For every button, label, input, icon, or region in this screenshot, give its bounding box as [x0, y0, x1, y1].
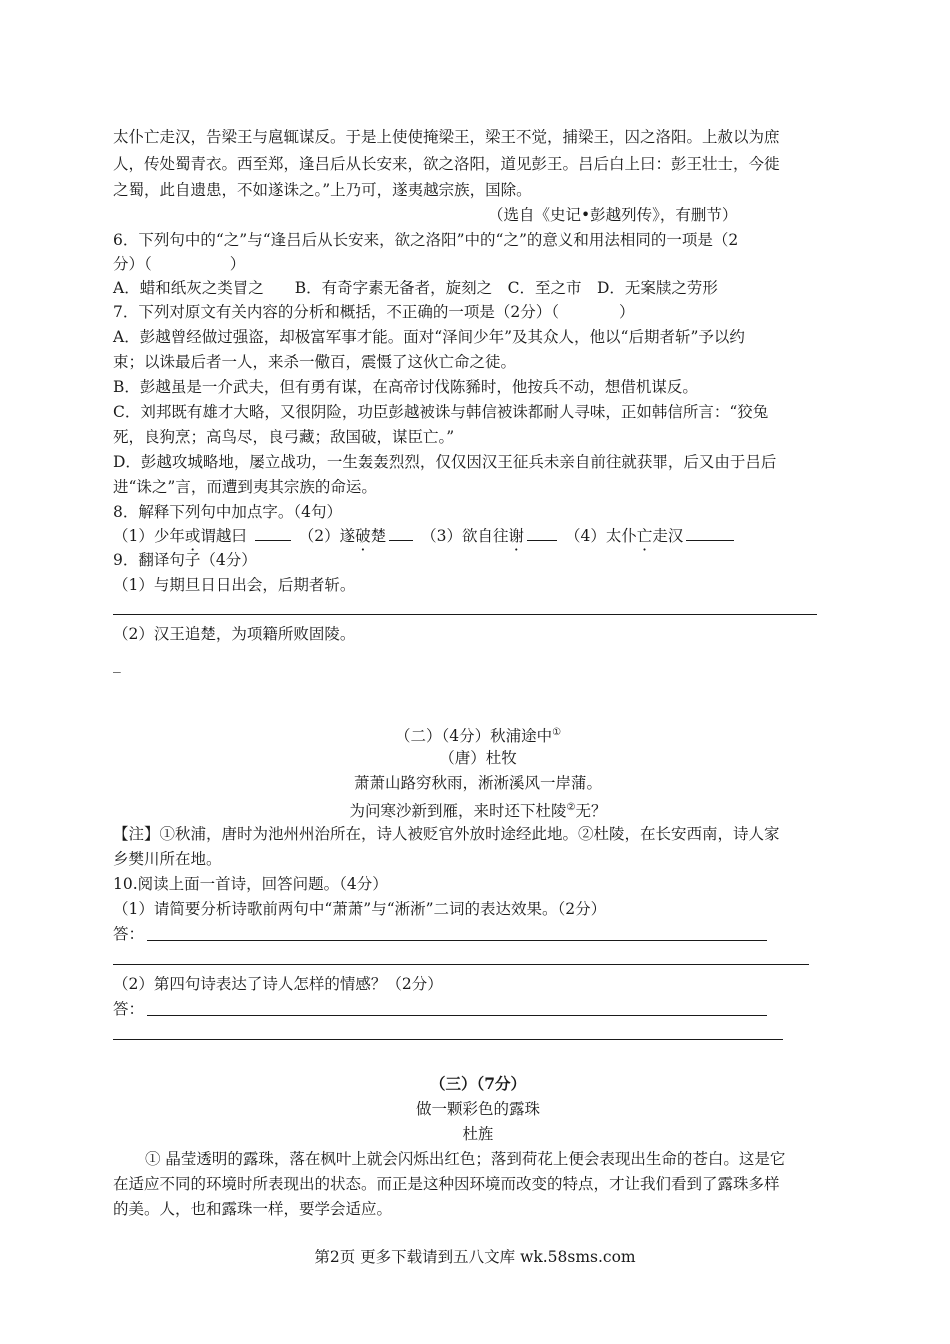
- question-7-stem: 7．下列对原文有关内容的分析和概括，不正确的一项是（2分）（ ）: [113, 303, 635, 321]
- answer-blank[interactable]: [389, 526, 413, 541]
- poem-line-2: 为问寒沙新到雁，来时还下杜陵②无？: [349, 802, 607, 821]
- answer-line[interactable]: [113, 964, 809, 965]
- question-7-option-b: B．彭越虽是一介武夫，但有勇有谋，在高帝讨伐陈豨时，他按兵不动，想借机谋反。: [113, 378, 698, 396]
- question-10-sub-2: （2）第四句诗表达了诗人怎样的情感？（2分）: [113, 975, 443, 993]
- question-7-option-a: A．彭越曾经做过强盗，却极富军事才能。面对“泽间少年”及其众人，他以“后期者斩”予以约: [113, 328, 745, 346]
- question-10-sub-1: （1）请简要分析诗歌前两句中“萧萧”与“淅淅”二词的表达效果。（2分）: [113, 900, 607, 918]
- question-9-sentence-2: （2）汉王追楚，为项籍所败固陵。: [113, 625, 356, 643]
- question-8-stem: 8．解释下列句中加点字。（4句）: [113, 503, 342, 521]
- question-10-stem: 10.阅读上面一首诗，回答问题。（4分）: [113, 875, 388, 893]
- answer-line[interactable]: [147, 1015, 767, 1016]
- question-8-items: （1）少年或谓越曰 （2）遂破楚 （3）欲自往谢 （4）太仆亡走汉: [113, 524, 737, 548]
- answer-line[interactable]: [113, 1039, 783, 1040]
- question-9-sentence-1: （1）与期旦日日出会，后期者斩。: [113, 576, 356, 594]
- answer-label: 答：: [113, 925, 145, 943]
- question-6-stem-cont: 分）（ ）: [113, 255, 246, 273]
- question-9-stem: 9．翻译句子（4分）: [113, 551, 257, 569]
- article-paragraph-cont: 的美。人，也和露珠一样，要学会适应。: [113, 1200, 393, 1218]
- answer-line[interactable]: [147, 940, 767, 941]
- answer-blank[interactable]: [255, 526, 291, 541]
- answer-blank[interactable]: [527, 526, 557, 541]
- poem-heading: （二）（4分）秋浦途中①: [394, 727, 562, 746]
- answer-label: 答：: [113, 1000, 145, 1018]
- question-7-option-c-cont: 死，良狗烹；高鸟尽，良弓藏；敌国破，谋臣亡。”: [113, 428, 455, 446]
- poem-author: （唐）杜牧: [439, 749, 517, 767]
- answer-line[interactable]: [113, 614, 817, 615]
- part-3-heading: （三）（7分）: [429, 1074, 527, 1093]
- question-7-option-d: D．彭越攻城略地，屡立战功，一生轰轰烈烈，仅仅因汉王征兵未亲自前往就获罪，后又由于吕后: [113, 453, 777, 471]
- question-7-option-c: C．刘邦既有雄才大略，又很阴险，功臣彭越被诛与韩信被诛都耐人寻味，正如韩信所言：“狡兔: [113, 403, 769, 421]
- question-7-option-d-cont: 进“诛之”言，而遭到夷其宗族的命运。: [113, 478, 377, 496]
- poem-note: 【注】①秋浦，唐时为池州州治所在，诗人被贬官外放时途经此地。②杜陵，在长安西南，诗人家: [113, 825, 780, 843]
- poem-note-cont: 乡樊川所在地。: [113, 850, 222, 868]
- question-7-option-a-cont: 束；以诛最后者一人，来杀一儆百，震慑了这伙亡命之徒。: [113, 353, 517, 371]
- poem-line-1: 萧萧山路穷秋雨，淅淅溪风一岸蒲。: [353, 774, 602, 792]
- passage-source: （选自《史记•彭越列传》，有删节）: [488, 206, 738, 224]
- answer-line-stub: _: [113, 655, 121, 673]
- article-paragraph-cont: 在适应不同的环境时所表现出的状态。而正是这种因环境而改变的特点，才让我们看到了露珠多样: [113, 1175, 780, 1193]
- article-author: 杜旌: [462, 1125, 494, 1143]
- article-paragraph: ① 晶莹透明的露珠，落在枫叶上就会闪烁出红色；落到荷花上便会表现出生命的苍白。这是它: [145, 1150, 786, 1168]
- article-title: 做一颗彩色的露珠: [415, 1100, 540, 1118]
- question-6-options: A．蜡和纸灰之类冒之 B．有奇字素无备者，旋刻之 C．至之市 D．无案牍之劳形: [113, 279, 718, 297]
- question-6-stem: 6．下列句中的“之”与“逢吕后从长安来，欲之洛阳”中的“之”的意义和用法相同的一项是（2: [113, 231, 739, 249]
- page-footer: 第2页 更多下载请到五八文库 wk.58sms.com: [314, 1248, 636, 1266]
- passage-line: 太仆亡走汉，告梁王与扈辄谋反。于是上使使掩梁王，梁王不觉，捕梁王，囚之洛阳。上赦以为庶: [113, 128, 780, 146]
- passage-line: 之蜀，此自遗患，不如遂诛之。”上乃可，遂夷越宗族，国除。: [113, 181, 532, 199]
- answer-blank[interactable]: [686, 526, 734, 541]
- passage-line: 人，传处蜀青衣。西至郑，逢吕后从长安来，欲之洛阳，道见彭王。吕后白上曰：彭王壮士，今徙: [113, 155, 780, 173]
